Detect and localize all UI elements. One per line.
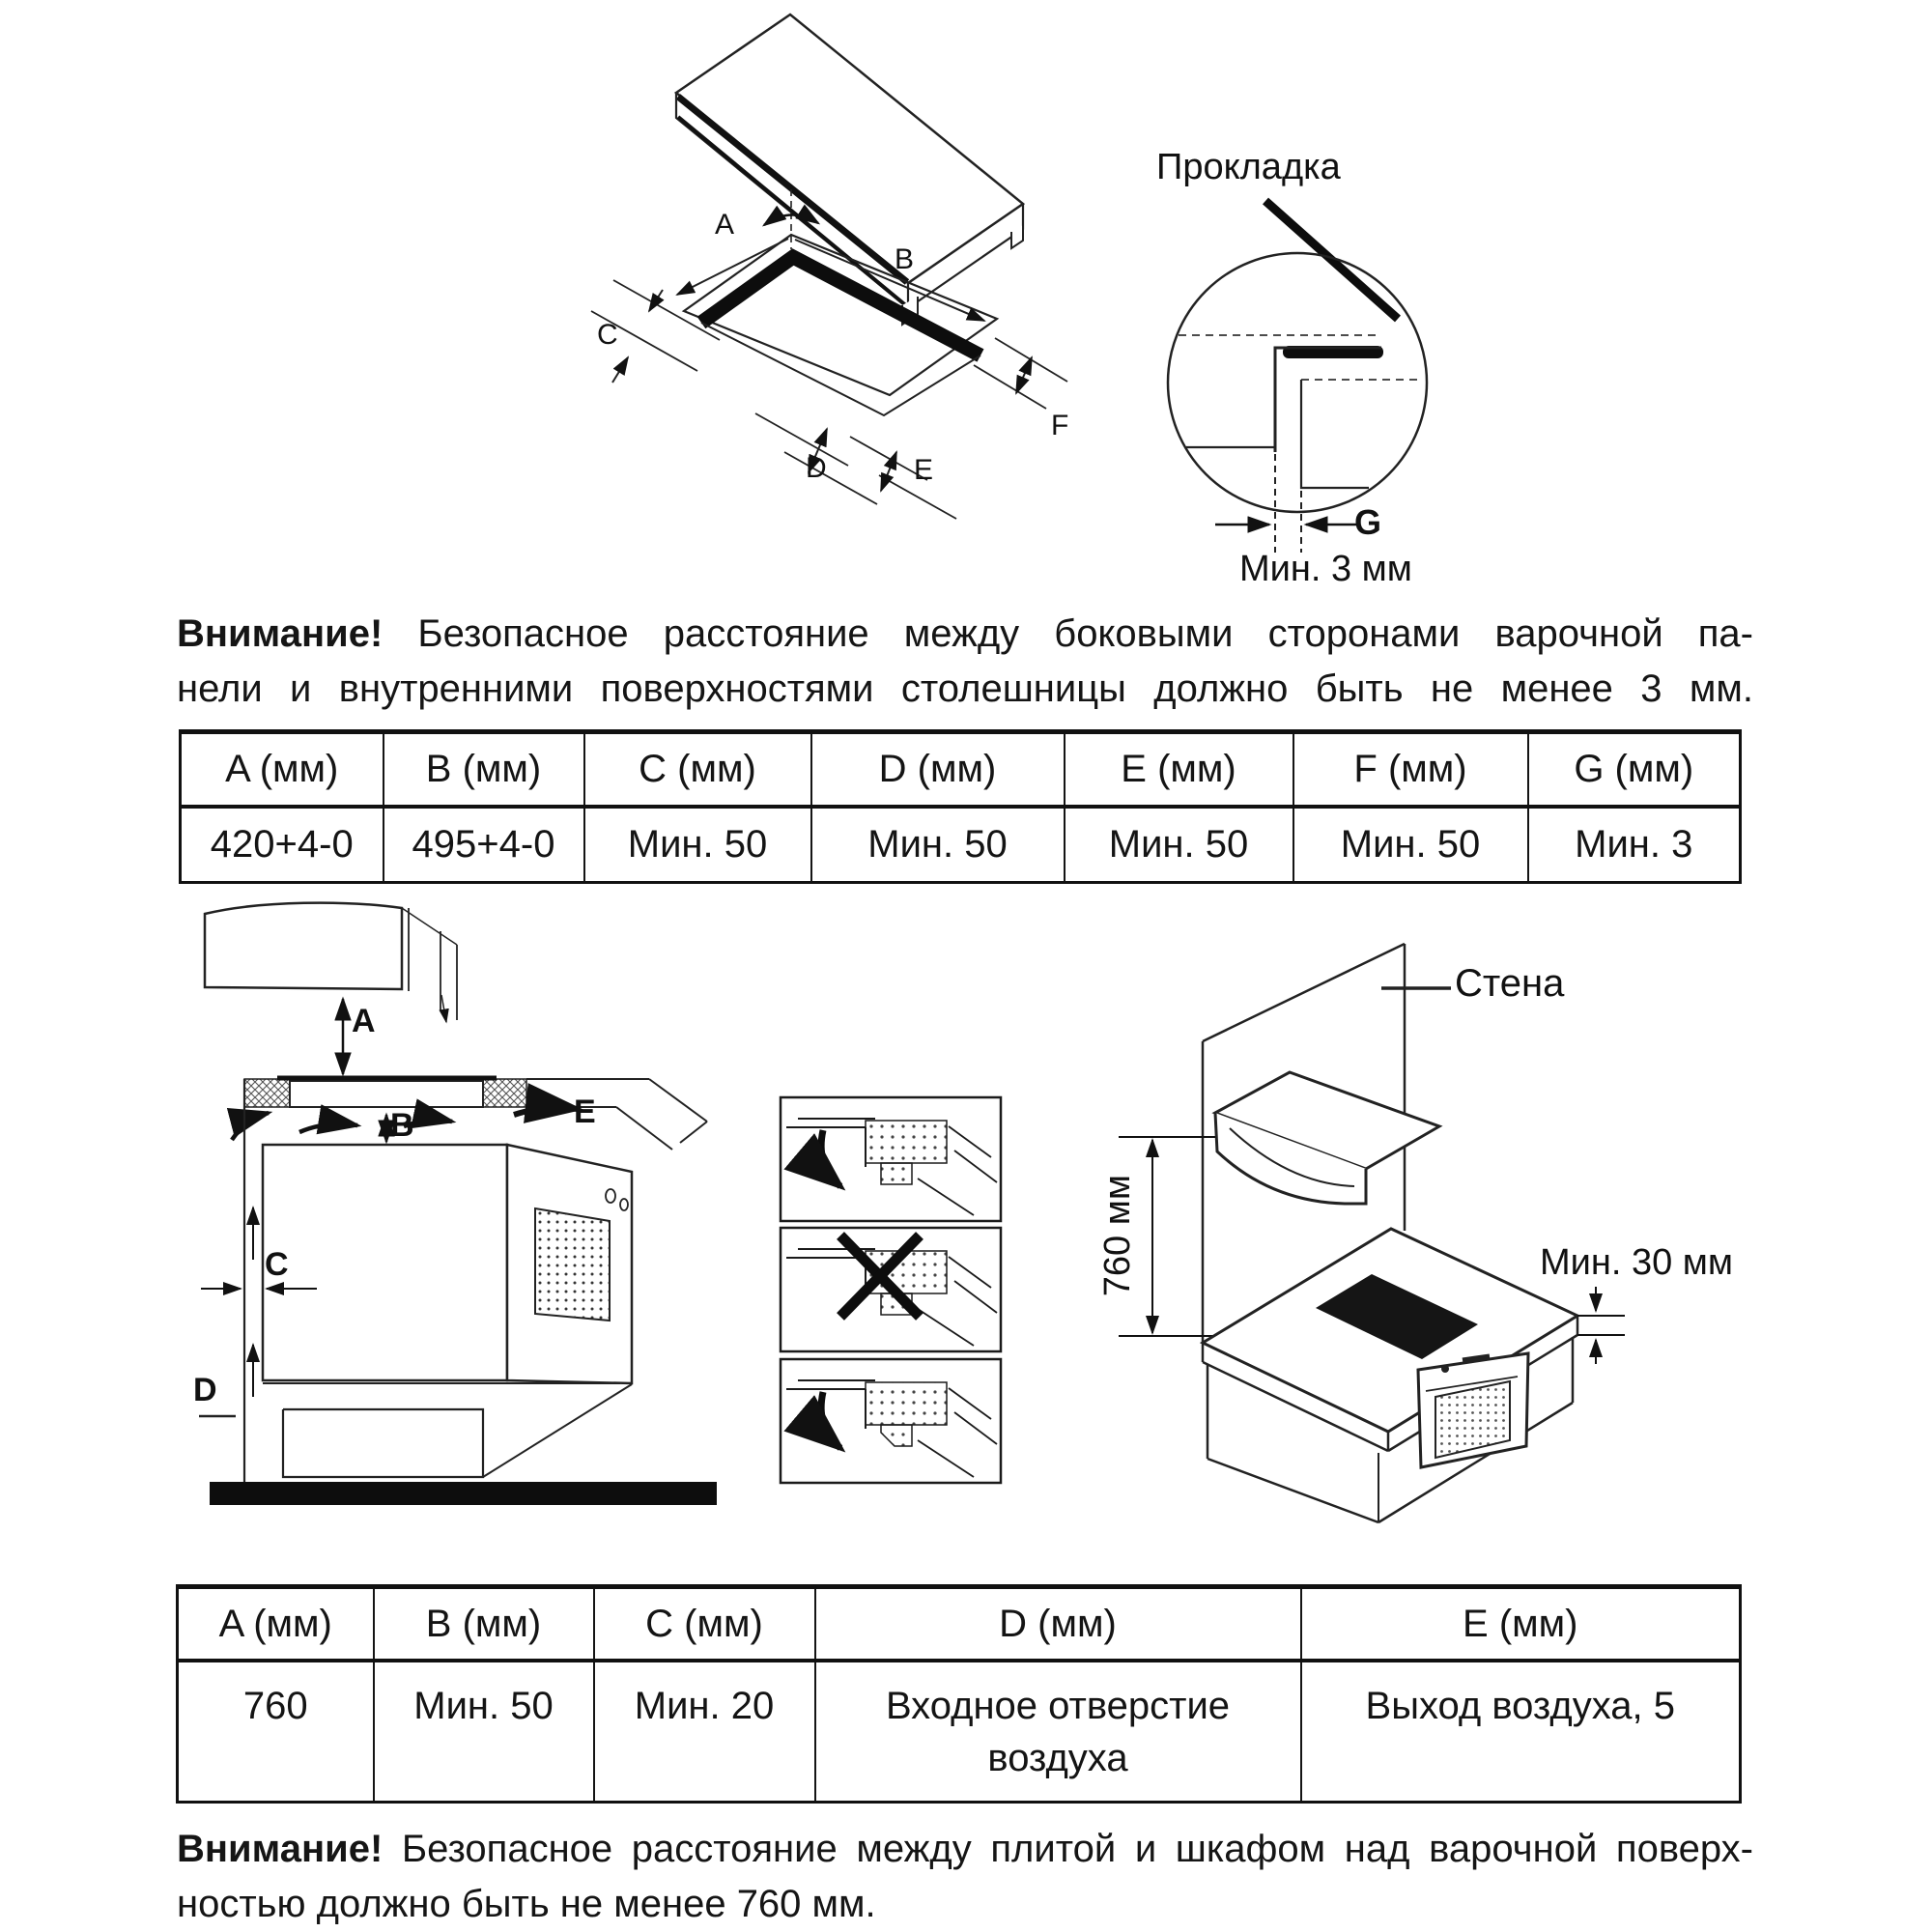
install-label-d: D (193, 1372, 217, 1408)
dim-label-g: G (1354, 502, 1382, 542)
cell-value: 760 (178, 1661, 374, 1803)
dim-min30 (1577, 1287, 1625, 1364)
cell-value: Мин. 50 (1065, 807, 1293, 883)
table-header-row (181, 732, 1741, 808)
col-header: D (мм) (811, 732, 1065, 808)
cutout-diagram (541, 0, 1140, 560)
cell-value: Мин. 50 (374, 1661, 594, 1803)
dim-label-c: C (597, 319, 618, 351)
install-label-b: B (390, 1107, 414, 1144)
plinth (263, 1383, 632, 1477)
cell-value: Выход воздуха, 5 (1301, 1661, 1741, 1803)
dim-label-f: F (1051, 410, 1069, 441)
cell-value: Мин. 20 (594, 1661, 815, 1803)
warning-2 (177, 1822, 1753, 1932)
dim-label-a: A (715, 209, 735, 241)
warning-2-line-1 (177, 1822, 1753, 1877)
cell-value: Мин. 50 (584, 807, 811, 883)
warning-1-line-2: нели и внутренними поверхностями столешницы должно быть не менее 3 мм. (177, 668, 1753, 710)
gasket-min-note: Мин. 3 мм (1239, 549, 1412, 589)
detail-circle (1168, 253, 1427, 512)
gasket-caption: Прокладка (1156, 147, 1341, 187)
col-header: C (мм) (594, 1587, 815, 1662)
warning-2-text: Безопасное расстояние между плитой и шкафом над варочной поверх- (401, 1828, 1753, 1870)
dim-label-e: E (914, 454, 934, 486)
table-value-row (181, 807, 1741, 883)
cell-value: Мин. 50 (811, 807, 1065, 883)
dim-label-b: B (895, 243, 915, 275)
warning-2-bold: Внимание! (177, 1828, 384, 1870)
col-header: F (мм) (1293, 732, 1528, 808)
warning-1-text: Безопасное расстояние между боковыми сторонами варочной па- (417, 612, 1753, 655)
cell-value: 420+4-0 (181, 807, 384, 883)
install-label-c: C (265, 1246, 289, 1283)
wall-caption: Стена (1455, 962, 1565, 1005)
cooktop-plate (676, 14, 1023, 325)
cutout-dimensions-table (179, 729, 1742, 884)
upper-cabinet (205, 903, 457, 1022)
warning-2-line-2: ностью должно быть не менее 760 мм. (177, 1883, 876, 1925)
cell-value: Входное отверстие воздуха (815, 1661, 1301, 1803)
col-header: B (мм) (374, 1587, 594, 1662)
floor-bar (210, 1482, 717, 1505)
install-label-e: E (574, 1094, 596, 1130)
col-header: A (мм) (178, 1587, 374, 1662)
warning-1 (177, 607, 1753, 717)
install-label-a: A (352, 1003, 376, 1039)
col-header: E (мм) (1065, 732, 1293, 808)
ventilation-dimensions-table (176, 1584, 1742, 1804)
warning-1-bold: Внимание! (177, 612, 384, 655)
cell-value: Мин. 50 (1293, 807, 1528, 883)
dim-min30-caption: Мин. 30 мм (1540, 1242, 1734, 1283)
built-in-oven-door (1418, 1353, 1528, 1467)
wall-hood-diagram (1092, 908, 1758, 1555)
oven-body (263, 1145, 632, 1383)
col-header: B (мм) (384, 732, 584, 808)
col-header: G (мм) (1528, 732, 1741, 808)
dim-label-d: D (806, 452, 827, 484)
col-header: E (мм) (1301, 1587, 1741, 1662)
table-value-row (178, 1661, 1741, 1803)
edge-detail-allowed-2 (781, 1359, 1001, 1483)
oven-ventilation-diagram (155, 889, 724, 1526)
edge-detail-allowed-1 (781, 1097, 1001, 1221)
worktop-hob (244, 1078, 707, 1150)
dim-760-caption: 760 мм (1097, 1175, 1138, 1297)
col-header: D (мм) (815, 1587, 1301, 1662)
table-header-row (178, 1587, 1741, 1662)
gasket-leader-line (1265, 201, 1398, 319)
gasket-detail-diagram (1101, 135, 1526, 618)
edge-detail-diagrams (773, 1092, 1014, 1507)
gasket-section (1179, 335, 1423, 553)
warning-1-line-1 (177, 607, 1753, 662)
col-header: A (мм) (181, 732, 384, 808)
cell-value: 495+4-0 (384, 807, 584, 883)
col-header: C (мм) (584, 732, 811, 808)
edge-detail-forbidden (781, 1228, 1001, 1351)
cell-value: Мин. 3 (1528, 807, 1741, 883)
